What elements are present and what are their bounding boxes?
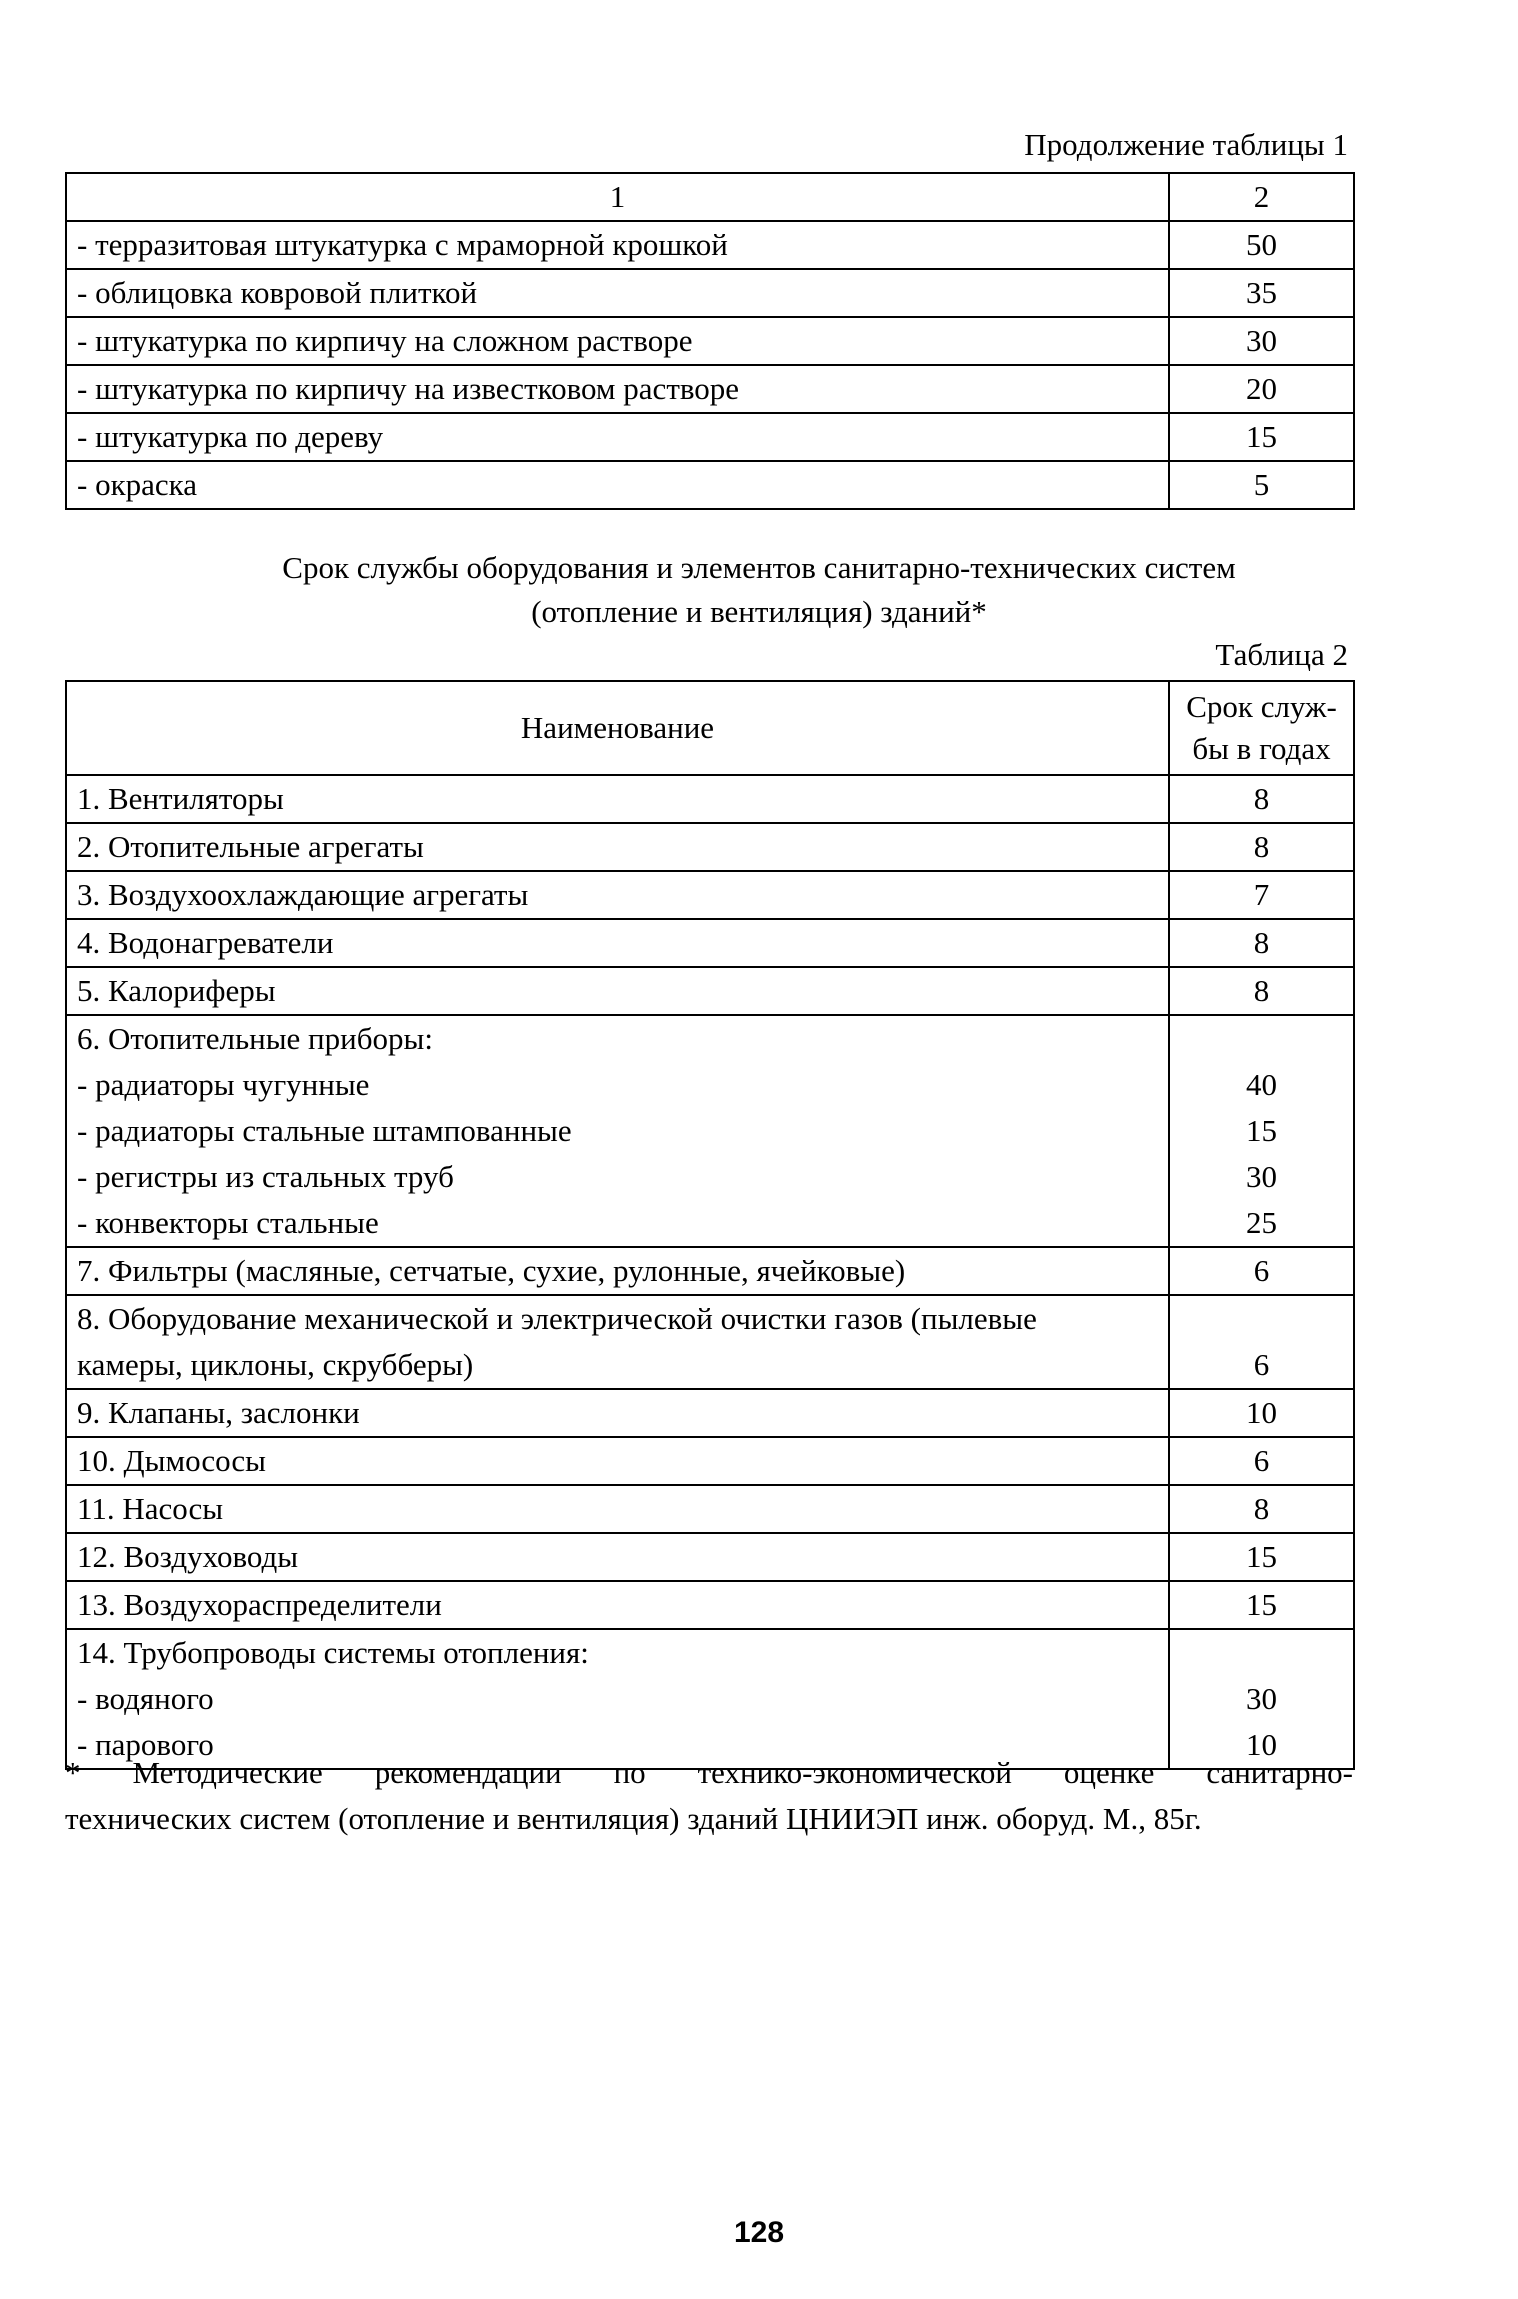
section-title-line1: Срок службы оборудования и элементов санитарно-технических систем	[282, 550, 1236, 585]
row-name: 4. Водонагреватели	[66, 919, 1169, 967]
group14-title-value-empty	[1180, 1630, 1343, 1676]
row-value: 15	[1169, 1533, 1354, 1581]
group6-item-name: - радиаторы чугунные	[77, 1067, 370, 1102]
row-value: 8	[1169, 775, 1354, 823]
group6-values	[1169, 1015, 1354, 1247]
table2-header-name: Наименование	[66, 681, 1169, 775]
group6-item-value: 30	[1246, 1159, 1277, 1194]
row-value: 15	[1169, 1581, 1354, 1629]
row8-value-empty	[1180, 1296, 1343, 1342]
table1	[65, 172, 1355, 510]
row-value: 6	[1169, 1247, 1354, 1295]
table1-header-col1: 1	[66, 173, 1169, 221]
table-row	[66, 221, 1354, 269]
row-value: 6	[1169, 1437, 1354, 1485]
table1-header-row	[66, 173, 1354, 221]
group6-item-name: - конвекторы стальные	[77, 1205, 379, 1240]
row-name: 7. Фильтры (масляные, сетчатые, сухие, рулонные, ячейковые)	[66, 1247, 1169, 1295]
table-row	[66, 269, 1354, 317]
page-number: 128	[733, 2216, 785, 2249]
group6-title: 6. Отопительные приборы:	[77, 1021, 433, 1056]
table-row	[66, 775, 1354, 823]
row-value: 15	[1169, 413, 1354, 461]
row-name: - окраска	[66, 461, 1169, 509]
row-value: 8	[1169, 1485, 1354, 1533]
row-value: 35	[1169, 269, 1354, 317]
table1-caption: Продолжение таблицы 1	[1024, 127, 1348, 162]
footnote-line2: технических систем (отопление и вентиляция) зданий ЦНИИЭП инж. оборуд. М., 85г.	[65, 1801, 1202, 1836]
row-name: 13. Воздухораспределители	[66, 1581, 1169, 1629]
table-row	[66, 1485, 1354, 1533]
table-row	[66, 871, 1354, 919]
row8-line1: 8. Оборудование механической и электрической очистки газов (пылевые	[77, 1301, 1037, 1336]
row-name: 11. Насосы	[66, 1485, 1169, 1533]
table-row	[66, 1437, 1354, 1485]
footnote-line1: * Методические рекомендации по технико-экономической оценке санитарно-	[65, 1755, 1353, 1790]
section-title	[0, 546, 1518, 634]
row-name: 2. Отопительные агрегаты	[66, 823, 1169, 871]
table-row	[66, 1533, 1354, 1581]
row-name: - терразитовая штукатурка с мраморной крошкой	[66, 221, 1169, 269]
row-value: 8	[1169, 919, 1354, 967]
group14-item-value: 10	[1246, 1727, 1277, 1762]
group6-item-value: 25	[1246, 1205, 1277, 1240]
group14-item-value: 30	[1246, 1681, 1277, 1716]
row-name: 5. Калориферы	[66, 967, 1169, 1015]
group14-values	[1169, 1629, 1354, 1769]
row-value: 8	[1169, 823, 1354, 871]
group14-item-name: - водяного	[77, 1681, 214, 1716]
table2-header-value: Срок служ-бы в годах	[1169, 681, 1354, 775]
table2	[65, 680, 1355, 1770]
group6-item-value: 40	[1246, 1067, 1277, 1102]
table-row	[66, 823, 1354, 871]
row-value: 20	[1169, 365, 1354, 413]
row-value: 50	[1169, 221, 1354, 269]
row8-value: 6	[1253, 1347, 1270, 1382]
table2-caption: Таблица 2	[1215, 637, 1348, 672]
row-value: 8	[1169, 967, 1354, 1015]
row-name: - штукатурка по дереву	[66, 413, 1169, 461]
row-value: 5	[1169, 461, 1354, 509]
group6-item-name: - регистры из стальных труб	[77, 1159, 454, 1194]
row-name: 3. Воздухоохлаждающие агрегаты	[66, 871, 1169, 919]
table-row-group14	[66, 1629, 1354, 1769]
table2-header-row	[66, 681, 1354, 775]
footnote	[65, 1750, 1353, 1842]
table-row	[66, 365, 1354, 413]
table1-header-col2: 2	[1169, 173, 1354, 221]
group6-item-value: 15	[1246, 1113, 1277, 1148]
row-value: 7	[1169, 871, 1354, 919]
group14-names	[66, 1629, 1169, 1769]
table-row	[66, 919, 1354, 967]
row-name: 12. Воздуховоды	[66, 1533, 1169, 1581]
row-value: 10	[1169, 1389, 1354, 1437]
group6-item-name: - радиаторы стальные штампованные	[77, 1113, 572, 1148]
table-row-8	[66, 1295, 1354, 1389]
table-row	[66, 317, 1354, 365]
group14-item-name: - парового	[77, 1727, 214, 1762]
row-name: 10. Дымососы	[66, 1437, 1169, 1485]
table-row-group6	[66, 1015, 1354, 1247]
table-row	[66, 413, 1354, 461]
group6-names	[66, 1015, 1169, 1247]
row8-name	[66, 1295, 1169, 1389]
row-name: - облицовка ковровой плиткой	[66, 269, 1169, 317]
row8-values	[1169, 1295, 1354, 1389]
row-name: - штукатурка по кирпичу на сложном растворе	[66, 317, 1169, 365]
table-row	[66, 967, 1354, 1015]
row-name: 1. Вентиляторы	[66, 775, 1169, 823]
group14-title: 14. Трубопроводы системы отопления:	[77, 1635, 589, 1670]
row-name: 9. Клапаны, заслонки	[66, 1389, 1169, 1437]
row-value: 30	[1169, 317, 1354, 365]
group6-title-value-empty	[1180, 1016, 1343, 1062]
row-name: - штукатурка по кирпичу на известковом растворе	[66, 365, 1169, 413]
table-row	[66, 1247, 1354, 1295]
table-row	[66, 1581, 1354, 1629]
table-row	[66, 1389, 1354, 1437]
row8-line2: камеры, циклоны, скрубберы)	[77, 1347, 474, 1382]
table-row	[66, 461, 1354, 509]
section-title-line2: (отопление и вентиляция) зданий*	[531, 594, 987, 629]
